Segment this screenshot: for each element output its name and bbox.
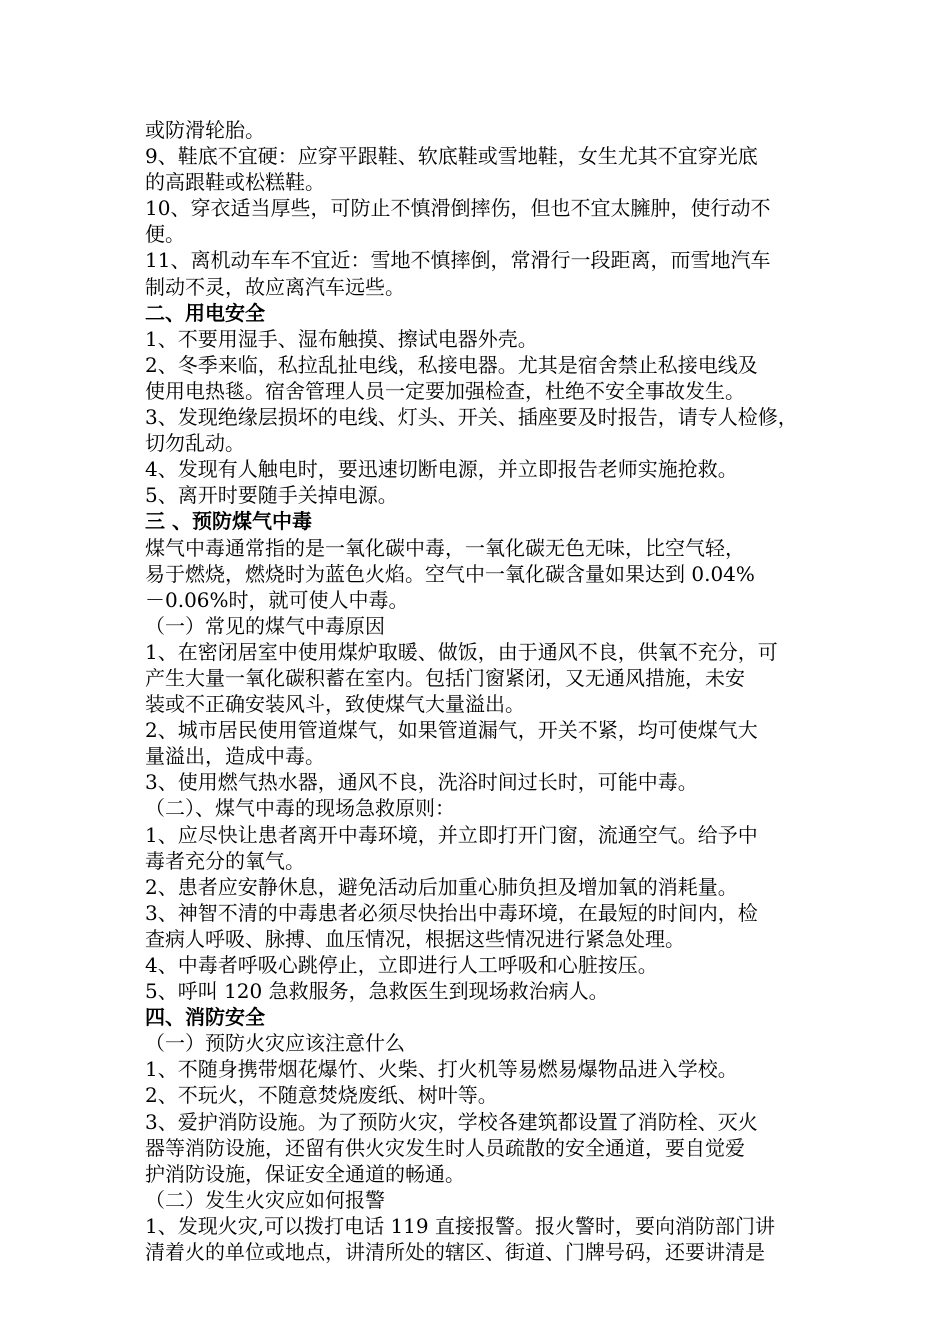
section-heading: 二、用电安全 — [145, 300, 265, 325]
text-line: （一）预防火灾应该注意什么 — [145, 1031, 405, 1056]
section-heading: 四、消防安全 — [145, 1005, 265, 1030]
text-line: 3、爱护消防设施。为了预防火灾，学校各建筑都设置了消防栓、灭火 — [145, 1109, 758, 1134]
text-line: 3、发现绝缘层损坏的电线、灯头、开关、插座要及时报告，请专人检修， — [145, 405, 798, 430]
text-line: 9、鞋底不宜硬：应穿平跟鞋、软底鞋或雪地鞋，女生尤其不宜穿光底 — [145, 144, 758, 169]
text-line: 4、发现有人触电时，要迅速切断电源，并立即报告老师实施抢救。 — [145, 457, 738, 482]
text-line: 装或不正确安装风斗，致使煤气大量溢出。 — [145, 692, 525, 717]
text-line: 量溢出，造成中毒。 — [145, 744, 325, 769]
document-page — [145, 117, 810, 1265]
text-line: 3、神智不清的中毒患者必须尽快抬出中毒环境，在最短的时间内，检 — [145, 900, 758, 925]
text-line: 11、离机动车车不宜近：雪地不慎摔倒，常滑行一段距离，而雪地汽车 — [145, 248, 771, 273]
text-line: 或防滑轮胎。 — [145, 118, 265, 142]
text-line: 1、发现火灾,可以拨打电话 119 直接报警。报火警时，要向消防部门讲 — [145, 1213, 775, 1238]
text-line: 10、穿衣适当厚些，可防止不慎滑倒摔伤，但也不宜太臃肿，使行动不 — [145, 196, 771, 221]
text-line: 4、中毒者呼吸心跳停止，立即进行人工呼吸和心脏按压。 — [145, 953, 658, 977]
text-line: 查病人呼吸、脉搏、血压情况，根据这些情况进行紧急处理。 — [145, 926, 685, 951]
text-line: 2、城市居民使用管道煤气，如果管道漏气，开关不紧，均可使煤气大 — [145, 718, 758, 743]
text-line: 1、在密闭居室中使用煤炉取暖、做饭，由于通风不良，供氧不充分，可 — [145, 639, 778, 664]
text-line: 2、患者应安静休息，避免活动后加重心肺负担及增加氧的消耗量。 — [145, 874, 738, 899]
text-line: 2、不玩火，不随意焚烧废纸、树叶等。 — [145, 1083, 498, 1108]
text-line: 易于燃烧，燃烧时为蓝色火焰。空气中一氧化碳含量如果达到 0.04% — [145, 561, 755, 586]
text-line: 切勿乱动。 — [145, 431, 245, 456]
text-line: 清着火的单位或地点，讲清所处的辖区、街道、门牌号码，还要讲清是 — [145, 1240, 765, 1265]
text-line: 2、冬季来临，私拉乱扯电线，私接电器。尤其是宿舍禁止私接电线及 — [145, 352, 758, 377]
text-line: 的高跟鞋或松糕鞋。 — [145, 170, 325, 195]
text-line: （二）发生火灾应如何报警 — [145, 1187, 385, 1212]
text-line: 便。 — [145, 222, 185, 247]
text-line: （一）常见的煤气中毒原因 — [145, 613, 385, 638]
text-line: 3、使用燃气热水器，通风不良，洗浴时间过长时，可能中毒。 — [145, 770, 698, 795]
text-line: （二）、煤气中毒的现场急救原则： — [145, 796, 455, 821]
text-line: 煤气中毒通常指的是一氧化碳中毒，一氧化碳无色无味，比空气轻， — [145, 535, 745, 560]
text-line: 1、应尽快让患者离开中毒环境，并立即打开门窗，流通空气。给予中 — [145, 822, 758, 847]
text-line: 使用电热毯。宿舍管理人员一定要加强检查，杜绝不安全事故发生。 — [145, 378, 745, 403]
text-line: 5、呼叫 120 急救服务，急救医生到现场救治病人。 — [145, 979, 609, 1004]
text-line: 毒者充分的氧气。 — [145, 848, 305, 873]
section-heading: 三 、预防煤气中毒 — [145, 509, 312, 534]
text-line: 制动不灵，故应离汽车远些。 — [145, 274, 405, 299]
text-line: 器等消防设施，还留有供火灾发生时人员疏散的安全通道，要自觉爱 — [145, 1135, 745, 1160]
text-line: 1、不随身携带烟花爆竹、火柴、打火机等易燃易爆物品进入学校。 — [145, 1057, 738, 1082]
text-line: 护消防设施，保证安全通道的畅通。 — [145, 1161, 465, 1186]
text-line: 产生大量一氧化碳积蓄在室内。包括门窗紧闭，又无通风措施，未安 — [145, 665, 745, 690]
text-line: 1、不要用湿手、湿布触摸、擦试电器外壳。 — [145, 326, 538, 351]
text-line: －0.06%时，就可使人中毒。 — [145, 587, 409, 612]
text-line: 5、离开时要随手关掉电源。 — [145, 483, 398, 508]
